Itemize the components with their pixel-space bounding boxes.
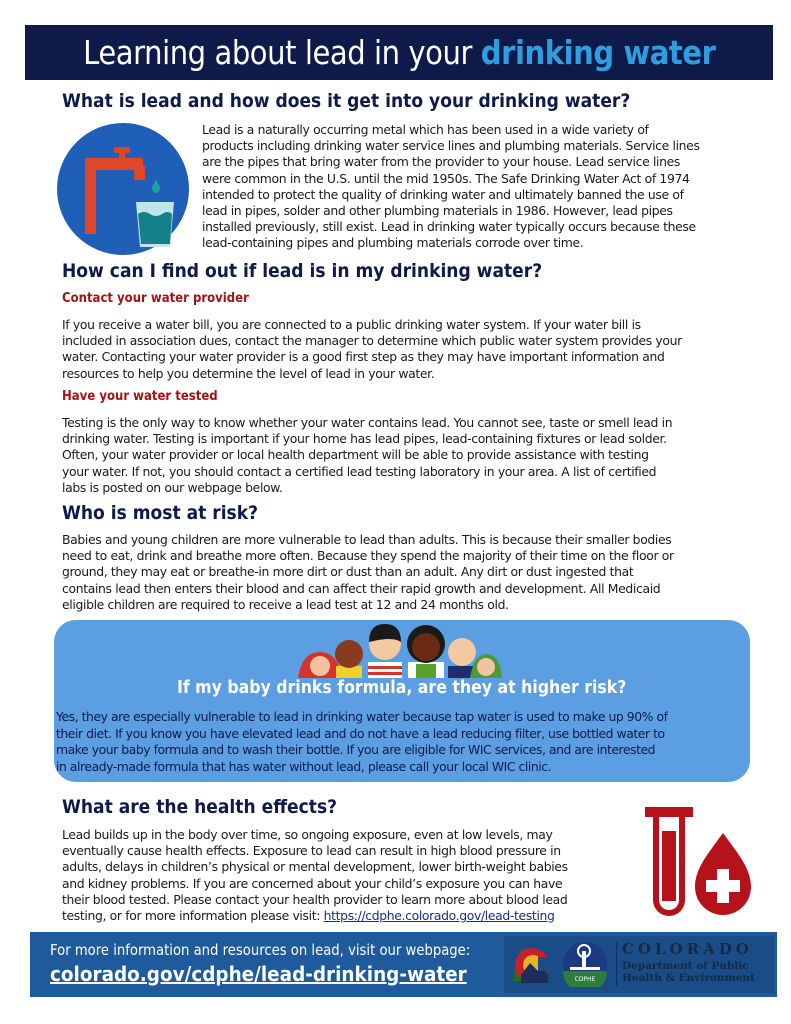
page-title	[83, 33, 715, 72]
text-line: are the pipes that bring water from the provider to your house. Lead service lines	[202, 154, 681, 170]
title-highlight: drinking water	[480, 33, 716, 72]
text-line: ground, they may eat or breathe-in more dirt or dust than an adult. Any dirt or dust ingested that	[62, 564, 634, 580]
footer-info-text: For more information and resources on lead, visit our webpage:	[50, 941, 471, 959]
title-prefix: Learning about lead in your	[82, 33, 481, 72]
cdphe-badge-icon	[562, 941, 608, 987]
water-tested-text	[62, 415, 782, 496]
logo-colorado-text: COLORADO	[622, 940, 753, 958]
logo-department-text	[622, 960, 755, 984]
health-effects-text	[62, 827, 632, 924]
text-line: contains lead then enters their blood and can affect their rapid growth and development. All Medicaid	[62, 580, 661, 596]
text-line: and kidney problems. If you are concerned about your child’s exposure you can have	[62, 875, 563, 891]
text-line: drinking water. Testing is important if your home has lead pipes, lead-containing fixtures or lead solder.	[62, 431, 667, 447]
text-line: your water. If not, you should contact a certified lead testing laboratory in your area. A list of certified	[62, 463, 657, 479]
text-line: Lead builds up in the body over time, so ongoing exposure, even at low levels, may	[62, 827, 553, 842]
text-line: If you receive a water bill, you are connected to a public drinking water system. If your water bill is	[62, 317, 641, 332]
text-line: eligible children are required to receive a lead test at 12 and 24 months old.	[62, 596, 509, 612]
dept-line: Department of Public	[622, 960, 749, 972]
text-line: their blood tested. Please contact your health provider to learn more about blood lead	[62, 891, 568, 907]
footer-webpage-link[interactable]: colorado.gov/cdphe/lead-drinking-water	[50, 962, 467, 986]
text-line: were common in the U.S. until the mid 1950s. The Safe Drinking Water Act of 1974	[202, 170, 690, 186]
text-line: installed previously, still exist. Lead in drinking water typically occurs because these	[202, 219, 696, 235]
formula-text	[56, 709, 756, 775]
dept-line: Health & Environment	[622, 972, 755, 984]
text-line: Lead is a naturally occurring metal which has been used in a wide variety of	[202, 122, 649, 137]
heading-health-effects: What are the health effects?	[62, 796, 338, 818]
colorado-c-logo-icon	[508, 941, 548, 987]
heading-what-is-lead: What is lead and how does it get into your drinking water?	[62, 90, 631, 112]
heading-find-out: How can I find out if lead is in my drinking water?	[62, 260, 543, 282]
text-line: resources to help you determine the level of lead in your water.	[62, 365, 435, 381]
text-line: Babies and young children are more vulnerable to lead than adults. This is because their smaller bodies	[62, 532, 672, 547]
risk-text	[62, 532, 782, 613]
what-is-lead-text	[202, 122, 762, 252]
cdphe-logo	[504, 936, 774, 993]
text-line: make your baby formula and to wash their bottle. If you are eligible for WIC services, and are interested	[56, 742, 656, 758]
cdphe-badge-text: CDPHE	[574, 976, 596, 983]
contact-provider-text	[62, 317, 782, 382]
subheading-contact-provider: Contact your water provider	[62, 291, 249, 306]
children-group-illustration	[296, 622, 502, 678]
formula-heading	[54, 678, 750, 698]
text-line: their diet. If you know you have elevated lead and do not have a lead reducing filter, use bottled water to	[56, 725, 665, 741]
text-line: included in association dues, contact the manager to determine which public water system provides your	[62, 333, 682, 349]
text-line: products including drinking water service lines and plumbing materials. Service lines	[202, 138, 700, 154]
text-line: in already-made formula that has water without lead, please call your local WIC clinic.	[56, 758, 552, 774]
text-line: Testing is the only way to know whether your water contains lead. You cannot see, taste or smell lead in	[62, 415, 673, 430]
text-line: Often, your water provider or local health department will be able to provide assistance with testing	[62, 447, 649, 463]
text-line: lead in pipes, solder and other plumbing materials in 1986. However, lead pipes	[202, 203, 673, 219]
heading-most-at-risk: Who is most at risk?	[62, 502, 259, 524]
faucet-glass-icon	[56, 122, 190, 256]
blood-test-icon	[645, 805, 755, 925]
text-line: adults, delays in children’s physical or mental development, lower birth-weight babies	[62, 859, 568, 875]
subheading-water-tested: Have your water tested	[62, 389, 218, 404]
text-line: intended to protect the quality of drinking water and ultimately banned the use of	[202, 186, 684, 202]
lead-testing-link[interactable]: https://cdphe.colorado.gov/lead-testing	[323, 908, 555, 924]
text-line: Yes, they are especially vulnerable to lead in drinking water because tap water is used to make up 90% of	[56, 709, 668, 724]
text-line: testing, or for more information please visit:	[62, 908, 324, 924]
text-line: water. Contacting your water provider is a good first step as they may have important information and	[62, 349, 665, 365]
footer-banner	[30, 932, 777, 997]
text-line: labs is posted on our webpage below.	[62, 479, 283, 495]
title-banner	[25, 25, 773, 80]
logo-divider	[616, 942, 617, 986]
text-line: need to eat, drink and breathe more often. Because they spend the majority of their time on the floor or	[62, 548, 674, 564]
formula-heading-text: If my baby drinks formula, are they at higher risk?	[177, 678, 627, 698]
text-line: eventually cause health effects. Exposure to lead can result in high blood pressure in	[62, 843, 561, 859]
text-line: lead-containing pipes and plumbing materials corrode over time.	[202, 235, 584, 251]
